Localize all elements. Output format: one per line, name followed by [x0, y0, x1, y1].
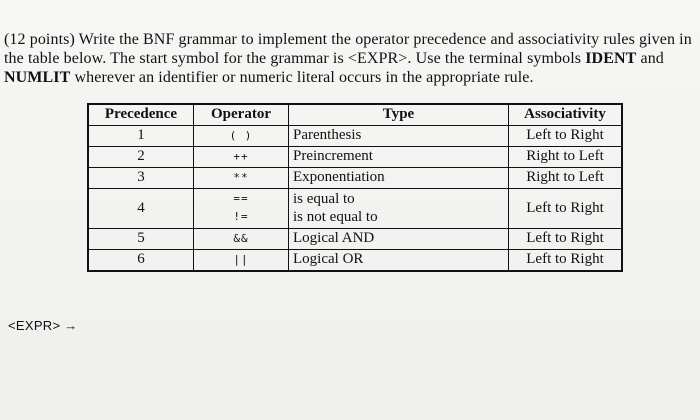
question-line-2 — [4, 49, 694, 68]
cell-type: Logical OR — [289, 250, 509, 272]
question-line-3 — [4, 68, 694, 87]
cell-operator: ** — [194, 168, 289, 189]
header-precedence: Precedence — [88, 104, 194, 126]
question-prompt — [4, 30, 694, 87]
cell-operator: || — [194, 250, 289, 272]
cell-operator: ( ) — [194, 126, 289, 147]
type-equal: is equal to — [293, 191, 355, 207]
operator-equal: == — [233, 192, 249, 205]
table-row — [88, 189, 622, 229]
question-line-2-text: the table below. The start symbol for the grammar is <EXPR>. Use the terminal symbols — [4, 50, 586, 67]
cell-operator: ++ — [194, 147, 289, 168]
bleed-through-text — [430, 300, 433, 316]
header-type: Type — [289, 104, 509, 126]
cell-precedence: 1 — [88, 126, 194, 147]
cell-operator: && — [194, 229, 289, 250]
table-row — [88, 250, 622, 272]
cell-associativity: Right to Left — [509, 168, 623, 189]
cell-type: Logical AND — [289, 229, 509, 250]
cell-precedence: 5 — [88, 229, 194, 250]
cell-precedence: 4 — [88, 189, 194, 229]
cell-type: Preincrement — [289, 147, 509, 168]
table-row — [88, 168, 622, 189]
table-row — [88, 147, 622, 168]
question-line-2-end: and — [636, 50, 664, 67]
cell-type: Parenthesis — [289, 126, 509, 147]
type-not-equal: is not equal to — [293, 209, 378, 225]
expr-answer-start[interactable]: <EXPR> → — [8, 318, 78, 333]
cell-type: Exponentiation — [289, 168, 509, 189]
cell-associativity: Left to Right — [509, 126, 623, 147]
terminal-ident: IDENT — [585, 50, 637, 67]
cell-operator — [194, 189, 289, 229]
header-operator: Operator — [194, 104, 289, 126]
cell-precedence: 2 — [88, 147, 194, 168]
precedence-table — [87, 103, 623, 272]
cell-precedence: 3 — [88, 168, 194, 189]
question-line-1: (12 points) Write the BNF grammar to implement the operator precedence and associativity rules given in — [4, 31, 692, 48]
table-header-row — [88, 104, 622, 126]
cell-type — [289, 189, 509, 229]
question-line-3-text: wherever an identifier or numeric literal occurs in the appropriate rule. — [70, 69, 534, 86]
table-row — [88, 229, 622, 250]
operator-not-equal: != — [233, 210, 249, 223]
cell-associativity: Left to Right — [509, 229, 623, 250]
terminal-numlit: NUMLIT — [4, 69, 71, 86]
cell-associativity: Left to Right — [509, 250, 623, 272]
cell-associativity: Left to Right — [509, 189, 623, 229]
cell-precedence: 6 — [88, 250, 194, 272]
table-row — [88, 126, 622, 147]
header-associativity: Associativity — [509, 104, 623, 126]
cell-associativity: Right to Left — [509, 147, 623, 168]
